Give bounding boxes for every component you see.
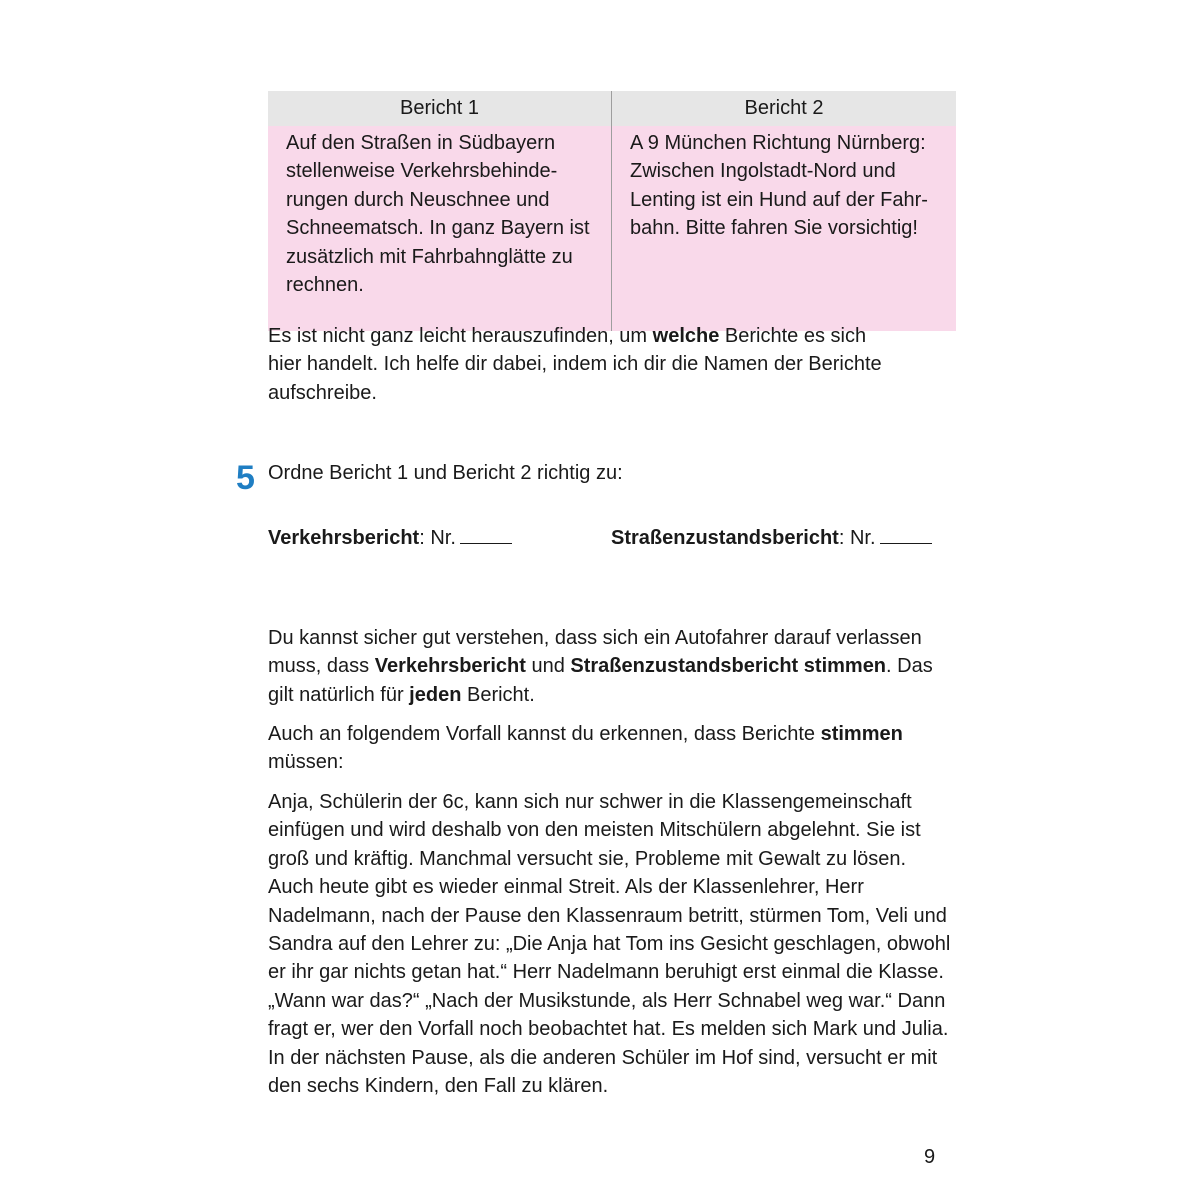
page-number: 9 (924, 1146, 936, 1168)
para2-bold-verkehrsbericht: Verkehrsbericht (374, 655, 526, 678)
para3-bold-stimmen: stimmen (820, 723, 903, 745)
table-cell-bericht-1: Auf den Straßen in Südbayern stellenweise Verkehrsbehinderungen durch Neuschnee und Schneematsch. In ganz Bayern ist zusätzlich mit Fahrbahnglätte zu rechnen. (268, 126, 612, 331)
para2-bold-strassenzustandsbericht: Straßenzustandsbericht (570, 655, 799, 678)
para3-text-1: Auch an folgendem Vorfall kannst du erkennen, dass Berichte (268, 723, 821, 745)
answer-blank-2[interactable] (880, 525, 932, 544)
answer-label-strassenzustandsbericht: Straßenzustandsbericht (611, 527, 839, 549)
table-header-bericht-2: Bericht 2 (612, 91, 957, 126)
report-table (268, 91, 956, 331)
para2-text-4: . Das gilt natürlich für (268, 655, 933, 706)
paragraph-verstehen (268, 624, 958, 709)
answer-strassenzustandsbericht (611, 523, 932, 553)
para2-text-2: und (525, 655, 571, 678)
intro-text-1: Es ist nicht ganz leicht herauszufinden, um (268, 325, 653, 347)
answer-suffix-1: : Nr. (419, 527, 456, 549)
para2-text-5: Bericht. (461, 683, 535, 706)
answer-label-verkehrsbericht: Verkehrsbericht (268, 527, 420, 549)
intro-text-2: Berichte es sich hier handelt. Ich helfe dir dabei, indem ich dir die Namen der Berichte aufschreibe. (268, 325, 882, 404)
para2-text-1: Du kannst sicher gut verstehen, dass sich ein Autofahrer darauf verlassen muss, dass (268, 627, 922, 678)
table-header-bericht-1: Bericht 1 (268, 91, 612, 126)
intro-paragraph (268, 322, 888, 407)
para3-text-2: müssen: (268, 751, 344, 774)
answer-suffix-2: : Nr. (838, 527, 876, 549)
task-instruction: Ordne Bericht 1 und Bericht 2 richtig zu: (268, 462, 623, 484)
table-cell-bericht-2: A 9 München Richtung Nürnberg: Zwischen Ingolstadt-Nord und Lenting ist ein Hund auf der Fahrbahn. Bitte fahren Sie vorsichtig! (612, 126, 957, 331)
intro-bold-welche: welche (652, 325, 720, 347)
para2-bold-stimmen: stimmen (803, 655, 887, 678)
paragraph-vorfall (268, 720, 948, 777)
answer-blank-1[interactable] (460, 525, 512, 544)
task-number: 5 (236, 459, 255, 497)
answer-verkehrsbericht (268, 523, 512, 553)
para2-bold-jeden: jeden (409, 683, 462, 706)
story-paragraph: Anja, Schülerin der 6c, kann sich nur schwer in die Klassengemeinschaft einfügen und wird deshalb von den meisten Mitschülern abgelehnt. Sie ist groß und kräftig. Manchmal versucht sie, Probleme mit Gewalt zu lösen. Auch heute gibt es wieder einmal Streit. Als der Klassenlehrer, Herr Nadelmann, nach der Pause den Klassenraum betritt, stürmen Tom, Veli und Sandra auf den Lehrer zu: „Die Anja hat Tom ins Gesicht geschlagen, obwohl er ihr gar nichts getan hat.“ Herr Nadelmann beruhigt erst einmal die Klasse. „Wann war das?“ „Nach der Musikstunde, als Herr Schnabel weg war.“ Dann fragt er, wer den Vorfall noch beobachtet hat. Es melden sich Mark und Julia. In der nächsten Pause, als die anderen Schüler im Hof sind, versucht er mit den sechs Kindern, den Fall zu klären. (268, 791, 951, 1098)
